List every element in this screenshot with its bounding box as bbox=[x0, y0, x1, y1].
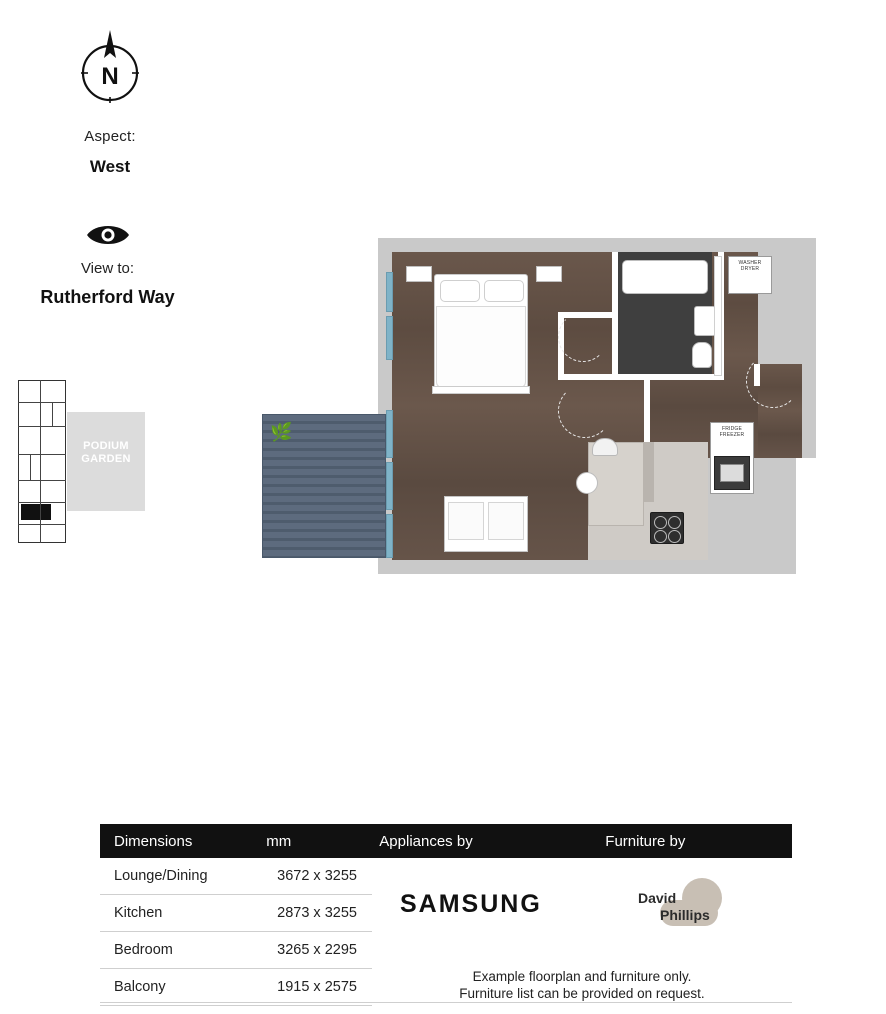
table-row bbox=[100, 969, 372, 1006]
view-value: Rutherford Way bbox=[40, 287, 175, 307]
specification-table bbox=[100, 824, 792, 1006]
brand-line1: David bbox=[638, 890, 677, 906]
door-swing-arc bbox=[746, 354, 800, 408]
washer-dryer-label-line1: WASHER bbox=[738, 260, 762, 266]
nightstand bbox=[536, 266, 562, 282]
key-plan-divider bbox=[40, 380, 41, 543]
aspect-value: West bbox=[89, 157, 131, 176]
internal-wall bbox=[644, 380, 650, 442]
internal-wall bbox=[558, 374, 618, 380]
fridge-freezer-label-line2: FREEZER bbox=[719, 432, 745, 438]
disclaimer-line1: Example floorplan and furniture only. bbox=[472, 969, 692, 984]
oven-door bbox=[720, 464, 744, 482]
window-glazing bbox=[386, 272, 393, 312]
bottom-divider bbox=[100, 1002, 792, 1003]
key-plan-divider bbox=[18, 454, 66, 455]
pillow bbox=[440, 280, 480, 302]
david-phillips-logo bbox=[630, 878, 760, 936]
hob bbox=[650, 512, 684, 544]
bathroom-counter bbox=[714, 256, 722, 376]
washbasin bbox=[694, 306, 716, 336]
internal-wall bbox=[612, 252, 618, 380]
podium-label-line1: PODIUM bbox=[83, 440, 129, 452]
key-plan-divider bbox=[30, 454, 31, 480]
washer-dryer-appliance bbox=[728, 256, 772, 294]
pillow bbox=[484, 280, 524, 302]
brand-line2: Phillips bbox=[660, 907, 710, 923]
hob-ring bbox=[668, 530, 681, 543]
dimensions-column bbox=[100, 858, 372, 1006]
table-row bbox=[100, 858, 372, 895]
room-name: Bedroom bbox=[114, 942, 173, 958]
room-dimension: 1915 x 2575 bbox=[277, 979, 357, 995]
header-dimensions: Dimensions bbox=[114, 832, 193, 850]
hob-ring bbox=[668, 516, 681, 529]
hob-ring bbox=[654, 530, 667, 543]
podium-label-line2: GARDEN bbox=[81, 453, 131, 465]
table-row bbox=[100, 932, 372, 969]
sofa-cushion bbox=[488, 502, 524, 540]
window-glazing bbox=[386, 316, 393, 360]
room-name: Lounge/Dining bbox=[114, 868, 208, 884]
disclaimer-text bbox=[372, 968, 792, 1002]
key-plan bbox=[18, 380, 152, 545]
balcony-door-glazing bbox=[386, 462, 393, 510]
room-name: Balcony bbox=[114, 979, 166, 995]
table-row bbox=[100, 895, 372, 932]
room-dimension: 2873 x 3255 bbox=[277, 905, 357, 921]
table-body bbox=[100, 858, 792, 1006]
balcony-door-glazing bbox=[386, 514, 393, 558]
key-plan-divider bbox=[18, 402, 66, 403]
key-plan-podium-label bbox=[67, 440, 145, 466]
disclaimer-line2: Furniture list can be provided on request. bbox=[459, 986, 705, 1001]
floorplan-drawing bbox=[258, 234, 818, 584]
nightstand bbox=[406, 266, 432, 282]
key-plan-unit-marker bbox=[21, 504, 51, 520]
door-swing-arc bbox=[558, 312, 608, 362]
header-appliances: Appliances by bbox=[379, 832, 473, 850]
view-block bbox=[0, 222, 215, 308]
room-dimension: 3265 x 2295 bbox=[277, 942, 357, 958]
compass-icon bbox=[71, 28, 149, 106]
key-plan-divider bbox=[52, 402, 53, 426]
key-plan-divider bbox=[18, 524, 66, 525]
key-plan-divider bbox=[18, 502, 66, 503]
sink bbox=[576, 472, 598, 494]
toilet bbox=[692, 342, 712, 368]
brands-column bbox=[372, 858, 792, 1006]
bathtub bbox=[622, 260, 708, 294]
eye-icon bbox=[85, 222, 131, 248]
pendant-lamp bbox=[592, 438, 618, 456]
bed-base bbox=[432, 386, 530, 394]
aspect-label: Aspect: bbox=[84, 128, 136, 145]
internal-wall bbox=[612, 374, 718, 380]
svg-text:N: N bbox=[101, 63, 119, 90]
key-plan-divider bbox=[18, 480, 66, 481]
view-label: View to: bbox=[80, 260, 135, 277]
header-furniture: Furniture by bbox=[605, 832, 686, 850]
balcony-door-glazing bbox=[386, 410, 393, 458]
hob-ring bbox=[654, 516, 667, 529]
compass-block bbox=[10, 28, 210, 177]
room-dimension: 3672 x 3255 bbox=[277, 868, 357, 884]
table-header-row bbox=[100, 824, 792, 858]
washer-dryer-label-line2: DRYER bbox=[740, 266, 760, 272]
key-plan-divider bbox=[18, 426, 66, 427]
david-phillips-text bbox=[638, 890, 758, 924]
fridge-freezer-label-line1: FRIDGE bbox=[721, 426, 743, 432]
sofa-cushion bbox=[448, 502, 484, 540]
door-swing-arc bbox=[558, 384, 612, 438]
samsung-logo: SAMSUNG bbox=[400, 890, 542, 918]
header-units: mm bbox=[266, 832, 292, 850]
plant-icon: 🌿 bbox=[270, 422, 293, 442]
bed-duvet bbox=[436, 306, 526, 388]
room-name: Kitchen bbox=[114, 905, 163, 921]
